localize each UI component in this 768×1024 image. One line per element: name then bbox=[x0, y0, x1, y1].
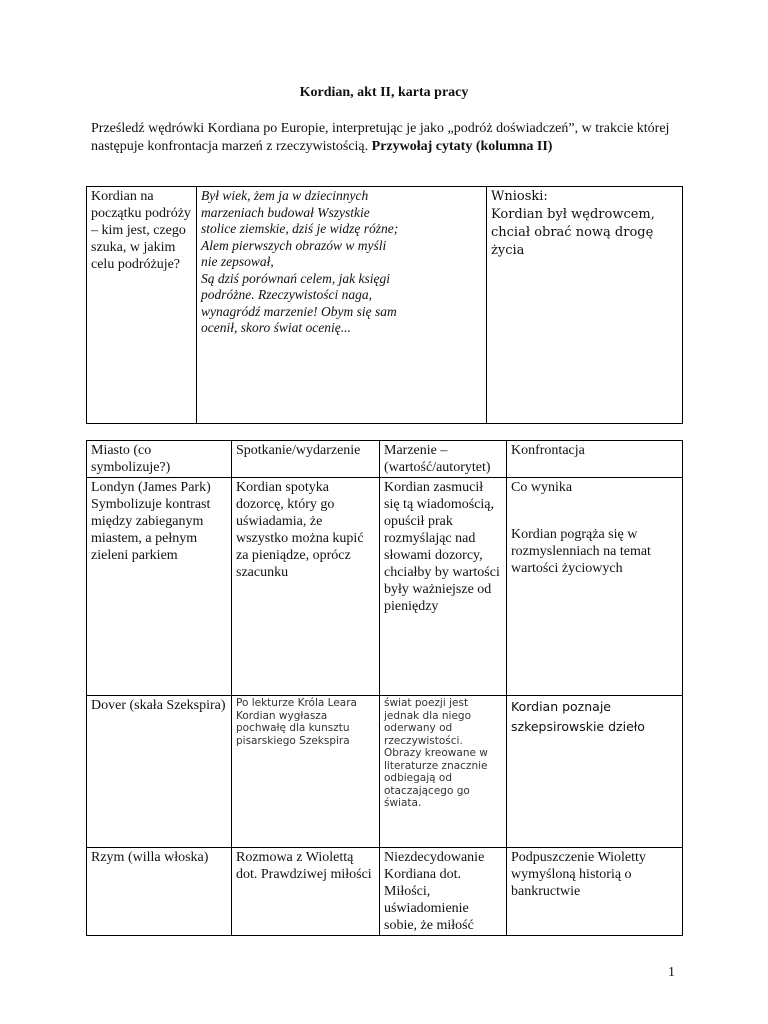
quote-line: podróżne. Rzeczywistości naga, bbox=[201, 287, 372, 302]
city-cell: Londyn (James Park) Symbolizuje kontrast między zabieganym miastem, a pełnym zieleni parkiem bbox=[87, 478, 232, 696]
intro-bold-instruction: Przywołaj cytaty (kolumna II) bbox=[371, 139, 553, 154]
event-cell: Kordian spotyka dozorcę, który go uświadamia, że wszystko można kupić za pieniądze, oprócz szacunku bbox=[232, 478, 380, 696]
header-event: Spotkanie/wydarzenie bbox=[232, 441, 380, 478]
event-cell: Po lekturze Króla Leara Kordian wygłasza pochwałę dla kunsztu pisarskiego Szekspira bbox=[232, 696, 380, 848]
conclusions-label: Wnioski: bbox=[491, 189, 548, 204]
table-row bbox=[87, 848, 683, 936]
intro-paragraph bbox=[91, 120, 681, 156]
quote-line: stolice ziemskie, dziś je widzę różne; bbox=[201, 221, 399, 236]
quote-line: nie zepsował, bbox=[201, 254, 274, 269]
dream-cell: świat poezji jest jednak dla niego oderwany od rzeczywistości. Obrazy kreowane w literaturze znacznie odbiegają od otaczającego go świata. bbox=[380, 696, 507, 848]
quote-line: Był wiek, żem ja w dziecinnych bbox=[201, 188, 369, 203]
confrontation-heading: Co wynika bbox=[511, 480, 573, 495]
quote-line: wynagródź marzenie! Obym się sam bbox=[201, 303, 397, 319]
dream-cell: Kordian zasmucił się tą wiadomością, opuścił prak rozmyślając nad słowami dozorcy, chciałby by wartości były ważniejsze od pieniędzy bbox=[380, 478, 507, 696]
start-question-text: Kordian na początku podróży – kim jest, czego szuka, w jakim celu podróżuje? bbox=[91, 189, 191, 272]
document-title: Kordian, akt II, karta pracy bbox=[299, 85, 469, 100]
travel-table bbox=[86, 440, 683, 936]
journey-start-table bbox=[86, 186, 683, 424]
quote-line: ocenił, skoro świat ocenię... bbox=[201, 320, 351, 335]
header-city: Miasto (co symbolizuje?) bbox=[87, 441, 232, 478]
city-cell: Rzym (willa włoska) bbox=[87, 848, 232, 936]
start-question-cell bbox=[87, 187, 197, 424]
table-row bbox=[87, 478, 683, 696]
conclusions-cell bbox=[487, 187, 683, 424]
dream-cell: Niezdecydowanie Kordiana dot. Miłości, uświadomienie sobie, że miłość bbox=[380, 848, 507, 936]
header-dream: Marzenie – (wartość/autorytet) bbox=[380, 441, 507, 478]
page-number: 1 bbox=[668, 965, 675, 980]
table-row bbox=[87, 696, 683, 848]
city-cell: Dover (skała Szekspira) bbox=[87, 696, 232, 848]
quote-cell bbox=[197, 187, 487, 424]
conclusions-text: Kordian był wędrowcem, chciał obrać nową drogę życia bbox=[491, 207, 655, 258]
intro-text: Prześledź wędrówki Kordiana po Europie, interpretując je jako „podróż doświadczeń”, w trakcie której następuje konfrontacja marzeń z rzeczywistością. bbox=[91, 121, 670, 154]
table-header-row bbox=[87, 441, 683, 478]
quote-line: Alem pierwszych obrazów w myśli bbox=[201, 237, 387, 253]
quote-line: marzeniach budował Wszystkie bbox=[201, 204, 370, 220]
confrontation-text: Kordian pogrąża się w rozmyslenniach na temat wartości życiowych bbox=[511, 527, 651, 576]
quote-line: Są dziś porównań celem, jak księgi bbox=[201, 270, 390, 286]
confrontation-cell bbox=[507, 478, 683, 696]
event-cell: Rozmowa z Wiolettą dot. Prawdziwej miłości bbox=[232, 848, 380, 936]
confrontation-cell: Podpuszczenie Wioletty wymyśloną historią o bankructwie bbox=[507, 848, 683, 936]
header-confrontation: Konfrontacja bbox=[507, 441, 683, 478]
confrontation-cell: Kordian poznaje szkepsirowskie dzieło bbox=[507, 696, 683, 848]
